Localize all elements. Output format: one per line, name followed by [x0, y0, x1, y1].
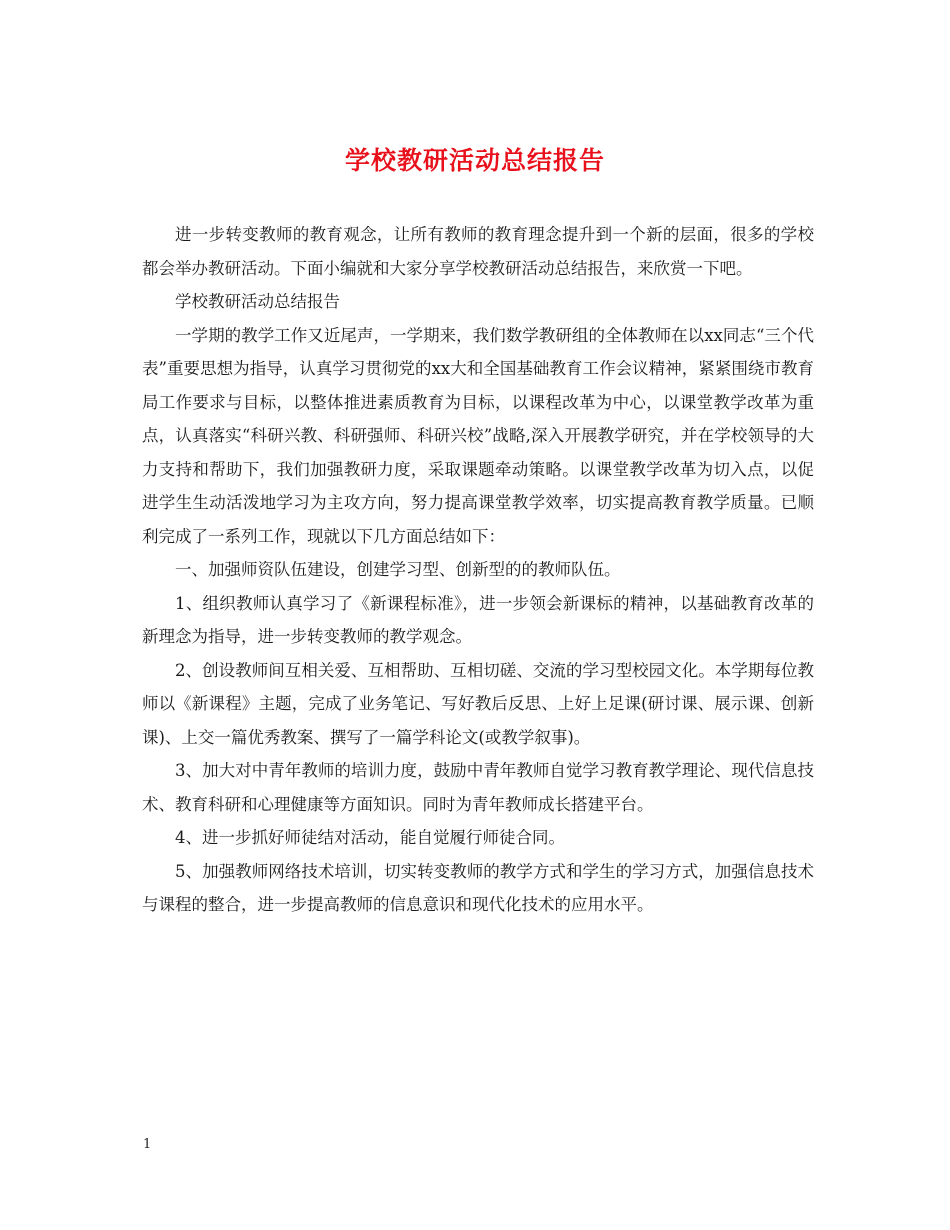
list-item-1: 1、组织教师认真学习了《新课程标准》，进一步领会新课标的精神，以基础教育改革的新理念为指导，进一步转变教师的教学观念。: [142, 593, 814, 646]
list-item-5: 5、加强教师网络技术培训，切实转变教师的教学方式和学生的学习方式，加强信息技术与课程的整合，进一步提高教师的信息意识和现代化技术的应用水平。: [142, 861, 814, 914]
report-subtitle: 学校教研活动总结报告: [175, 292, 340, 311]
document-title: 学校教研活动总结报告: [344, 146, 605, 175]
list-item-3: 3、加大对中青年教师的培训力度，鼓励中青年教师自觉学习教育教学理论、现代信息技术、教育科研和心理健康等方面知识。同时为青年教师成长搭建平台。: [142, 761, 814, 814]
document-body: [142, 218, 814, 922]
page-number: 1: [143, 1137, 152, 1152]
list-item-2: 2、创设教师间互相关爱、互相帮助、互相切磋、交流的学习型校园文化。本学期每位教师以《新课程》主题，完成了业务笔记、写好教后反思、上好上足课(研讨课、展示课、创新课)、上交一篇优秀教案、撰写了一篇学科论文(或教学叙事)。: [142, 660, 814, 747]
list-item-4: 4、进一步抓好师徒结对活动，能自觉履行师徒合同。: [175, 828, 565, 847]
intro-paragraph: 进一步转变教师的教育观念，让所有教师的教育理念提升到一个新的层面，很多的学校都会举办教研活动。下面小编就和大家分享学校教研活动总结报告，来欣赏一下吧。: [142, 225, 814, 278]
overview-paragraph: 一学期的教学工作又近尾声，一学期来，我们数学教研组的全体教师在以xx同志“三个代表”重要思想为指导，认真学习贯彻党的xx大和全国基础教育工作会议精神，紧紧围绕市教育局工作要求与目标，以整体推进素质教育为目标，以课程改革为中心，以课堂教学改革为重点，认真落实“科研兴教、科研强师、科研兴校”战略,深入开展教学研究，并在学校领导的大力支持和帮助下，我们加强教研力度，采取课题牵动策略。以课堂教学改革为切入点，以促进学生生动活泼地学习为主攻方向，努力提高课堂教学效率，切实提高教育教学质量。已顺利完成了一系列工作，现就以下几方面总结如下：: [142, 325, 814, 546]
section-heading-1: 一、加强师资队伍建设，创建学习型、创新型的的教师队伍。: [175, 560, 621, 579]
